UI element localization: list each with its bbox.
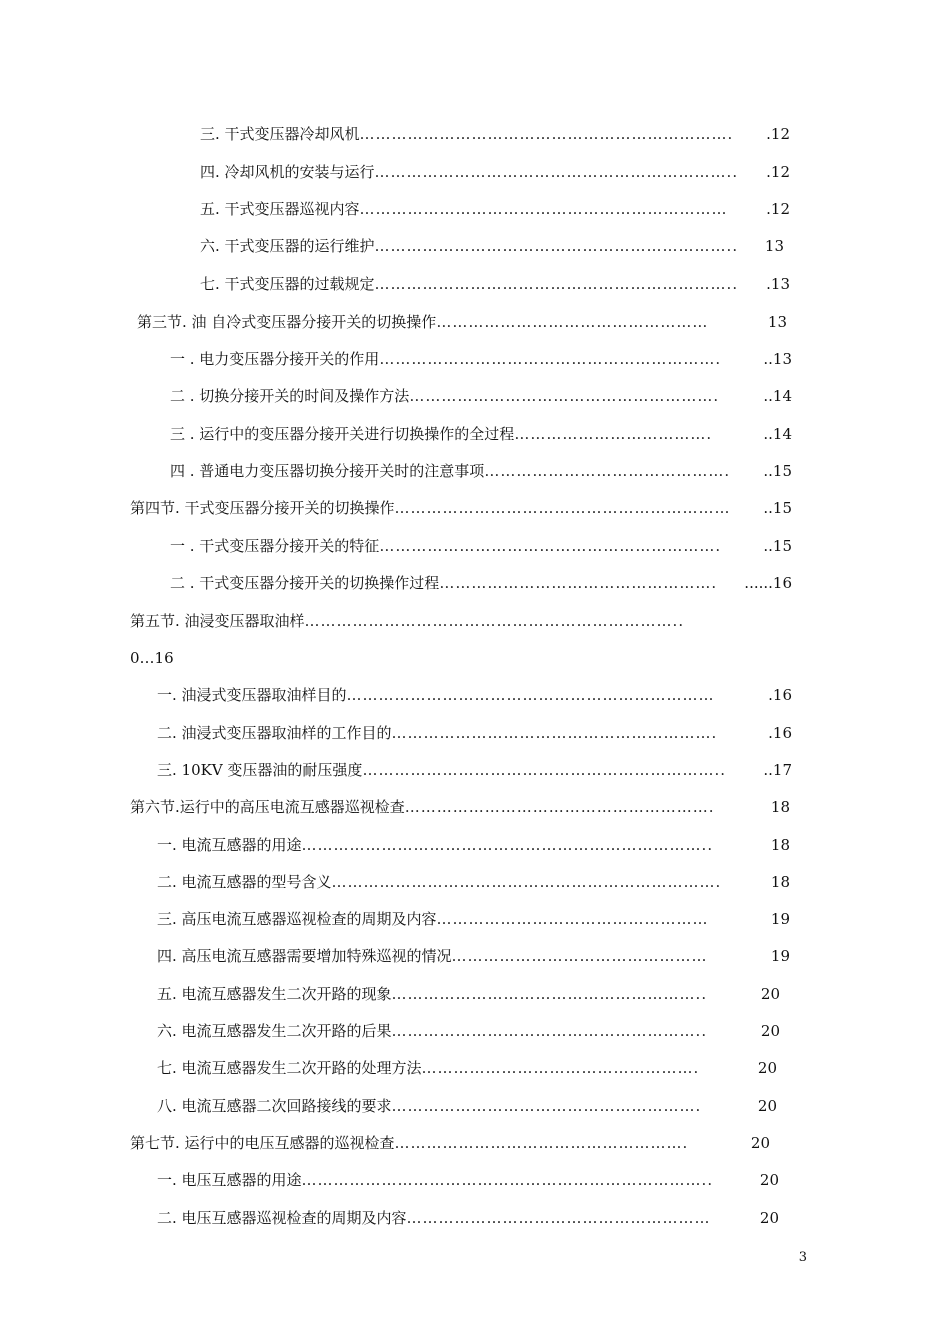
toc-entry-18: [157, 835, 790, 855]
toc-entry-leader: …………………………………………………………..: [374, 237, 739, 255]
toc-entry-page: ......16: [744, 574, 792, 592]
toc-entry-leader: ……………………………………………: [436, 910, 709, 928]
toc-entry-page: 18: [770, 798, 790, 816]
toc-entry-8: [170, 424, 792, 444]
toc-entry-10: [130, 498, 792, 518]
toc-entry-page: 18: [770, 873, 790, 891]
toc-entry-leader: ………………………………………………….: [409, 387, 720, 405]
toc-entry-leader: …………………………………………….: [421, 1059, 700, 1077]
toc-entry-page: 20: [757, 1059, 777, 1077]
toc-entry-label: 三. 高压电流互感器巡视检查的周期及内容: [157, 910, 437, 928]
toc-entry-page: 13: [767, 313, 787, 331]
toc-entry-label: 一. 电流互感器的用途: [157, 836, 302, 854]
toc-entry-label: 六. 电流互感器发生二次开路的后果: [157, 1022, 392, 1040]
toc-entry-page: 13: [764, 237, 784, 255]
toc-entry-3: [200, 236, 784, 256]
toc-entry-leader: ……………………………………………………………: [346, 686, 715, 704]
toc-entry-22: [157, 984, 780, 1004]
toc-entry-14: [157, 685, 792, 705]
toc-entry-leader: ……………………………………………………………..: [304, 612, 685, 630]
toc-entry-label: 三. 干式变压器冷却风机: [200, 125, 360, 143]
toc-entry-13: [130, 611, 756, 631]
toc-entry-leader: …………………………………………….: [439, 574, 718, 592]
toc-entry-12: [170, 573, 792, 593]
toc-entry-label: 二. 电流互感器的型号含义: [157, 873, 332, 891]
toc-entry-page: 20: [760, 985, 780, 1003]
page-number: 3: [798, 1250, 807, 1265]
toc-entry-label: 二 . 干式变压器分接开关的切换操作过程: [170, 574, 440, 592]
toc-entry-20: [157, 909, 790, 929]
toc-entry-26: [130, 1133, 770, 1153]
toc-entry-label: 七. 电流互感器发生二次开路的处理方法: [157, 1059, 422, 1077]
toc-entry-leader: …………………………………………………………………..: [301, 836, 714, 854]
toc-entry-leader: …………………………………………………..: [391, 985, 708, 1003]
toc-entry-label: 三. 10KV 变压器油的耐压强度: [157, 761, 363, 779]
toc-entry-page: 20: [760, 1022, 780, 1040]
toc-entry-leader: ……………………………………………………………: [359, 200, 728, 218]
toc-entry-page: ..15: [763, 499, 792, 517]
toc-entry-label: 一. 油浸式变压器取油样目的: [157, 686, 347, 704]
toc-entry-label: 六. 干式变压器的运行维护: [200, 237, 375, 255]
toc-entry-page: 18: [770, 836, 790, 854]
toc-entry-leader: ……………………………………………: [436, 313, 709, 331]
toc-entry-leader: ………………………………………………….: [391, 1097, 702, 1115]
toc-entry-page: 19: [770, 947, 790, 965]
toc-entry-leader: ……………………………………….: [484, 462, 731, 480]
toc-entry-28: [157, 1208, 779, 1228]
toc-entry-page: .12: [766, 200, 790, 218]
toc-entry-page: ..13: [763, 350, 792, 368]
toc-entry-label: 四. 高压电流互感器需要增加特殊巡视的情况: [157, 947, 452, 965]
toc-entry-page: 19: [770, 910, 790, 928]
toc-entry-page: ..15: [763, 462, 792, 480]
toc-entry-label: 第四节. 干式变压器分接开关的切换操作: [130, 499, 395, 517]
toc-entry-leader: …………………………………………: [451, 947, 708, 965]
toc-entry-label: 五. 电流互感器发生二次开路的现象: [157, 985, 392, 1003]
toc-entry-label: 一. 电压互感器的用途: [157, 1171, 302, 1189]
toc-entry-25: [157, 1096, 777, 1116]
toc-entry-label: 第五节. 油浸变压器取油样: [130, 612, 305, 630]
toc-entry-leader: ……………………………………………………………….: [331, 873, 722, 891]
toc-entry-page: .12: [766, 125, 790, 143]
toc-entry-page: .16: [768, 724, 792, 742]
toc-entry-leader: ……………………………….: [514, 425, 713, 443]
toc-entry-15: [157, 723, 792, 743]
toc-entry-leader: …………………………………………………………….: [359, 125, 734, 143]
toc-entry-24: [157, 1058, 777, 1078]
toc-entry-label: 二 . 切换分接开关的时间及操作方法: [170, 387, 410, 405]
toc-entry-label: 第七节. 运行中的电压互感器的巡视检查: [130, 1134, 395, 1152]
toc-continuation-text: 0…16: [130, 649, 174, 667]
toc-entry-leader: ……………………………………………….: [394, 1134, 689, 1152]
toc-entry-leader: …………………………………………………………………..: [301, 1171, 714, 1189]
toc-entry-label: 七. 干式变压器的过载规定: [200, 275, 375, 293]
toc-entry-leader: …………………………………………………….: [391, 724, 718, 742]
toc-entry-page: ..17: [763, 761, 792, 779]
toc-entry-1: [200, 162, 790, 182]
toc-entry-label: 第三节. 油 自冷式变压器分接开关的切换操作: [137, 313, 437, 331]
toc-entry-page: ..14: [763, 425, 792, 443]
toc-entry-6: [170, 349, 792, 369]
toc-entry-leader: …………………………………………………: [406, 1209, 711, 1227]
toc-entry-page: 20: [759, 1209, 779, 1227]
toc-entry-label: 三 . 运行中的变压器分接开关进行切换操作的全过程: [170, 425, 515, 443]
toc-entry-leader: ……………………………………………………….: [379, 350, 722, 368]
toc-entry-page: .13: [766, 275, 790, 293]
toc-entry-page: ..15: [763, 537, 792, 555]
toc-entry-label: 一 . 干式变压器分接开关的特征: [170, 537, 380, 555]
toc-entry-19: [157, 872, 790, 892]
toc-entry-label: 一 . 电力变压器分接开关的作用: [170, 350, 380, 368]
toc-entry-leader: …………………………………………………..: [391, 1022, 708, 1040]
toc-entry-27: [157, 1170, 779, 1190]
toc-entry-leader: ……………………………………………………….: [379, 537, 722, 555]
toc-entry-leader: …………………………………………………………..: [374, 163, 739, 181]
toc-entry-page: .16: [768, 686, 792, 704]
toc-entry-page: 20: [757, 1097, 777, 1115]
toc-entry-2: [200, 199, 790, 219]
toc-entry-11: [170, 536, 792, 556]
toc-entry-leader: ………………………………………………….: [404, 798, 715, 816]
toc-entry-label: 二. 电压互感器巡视检查的周期及内容: [157, 1209, 407, 1227]
toc-entry-label: 四 . 普通电力变压器切换分接开关时的注意事项: [170, 462, 485, 480]
toc-entry-label: 二. 油浸式变压器取油样的工作目的: [157, 724, 392, 742]
toc-entry-17: [130, 797, 790, 817]
toc-entry-page: 20: [750, 1134, 770, 1152]
toc-entry-page: ..14: [763, 387, 792, 405]
toc-entry-5: [137, 312, 787, 332]
toc-entry-0: [200, 124, 790, 144]
toc-entry-page: .12: [766, 163, 790, 181]
toc-entry-leader: ………………………………………………………: [394, 499, 731, 517]
toc-entry-page: 20: [759, 1171, 779, 1189]
toc-entry-16: [157, 760, 792, 780]
toc-entry-label: 八. 电流互感器二次回路接线的要求: [157, 1097, 392, 1115]
toc-entry-21: [157, 946, 790, 966]
toc-entry-23: [157, 1021, 780, 1041]
toc-entry-4: [200, 274, 790, 294]
toc-entry-label: 五. 干式变压器巡视内容: [200, 200, 360, 218]
toc-entry-label: 四. 冷却风机的安装与运行: [200, 163, 375, 181]
toc-continuation: [130, 648, 174, 668]
toc-entry-leader: …………………………………………………………..: [374, 275, 739, 293]
toc-entry-label: 第六节.运行中的高压电流互感器巡视检查: [130, 798, 405, 816]
toc-entry-9: [170, 461, 792, 481]
toc-entry-leader: …………………………………………………………..: [362, 761, 726, 779]
toc-entry-7: [170, 386, 792, 406]
